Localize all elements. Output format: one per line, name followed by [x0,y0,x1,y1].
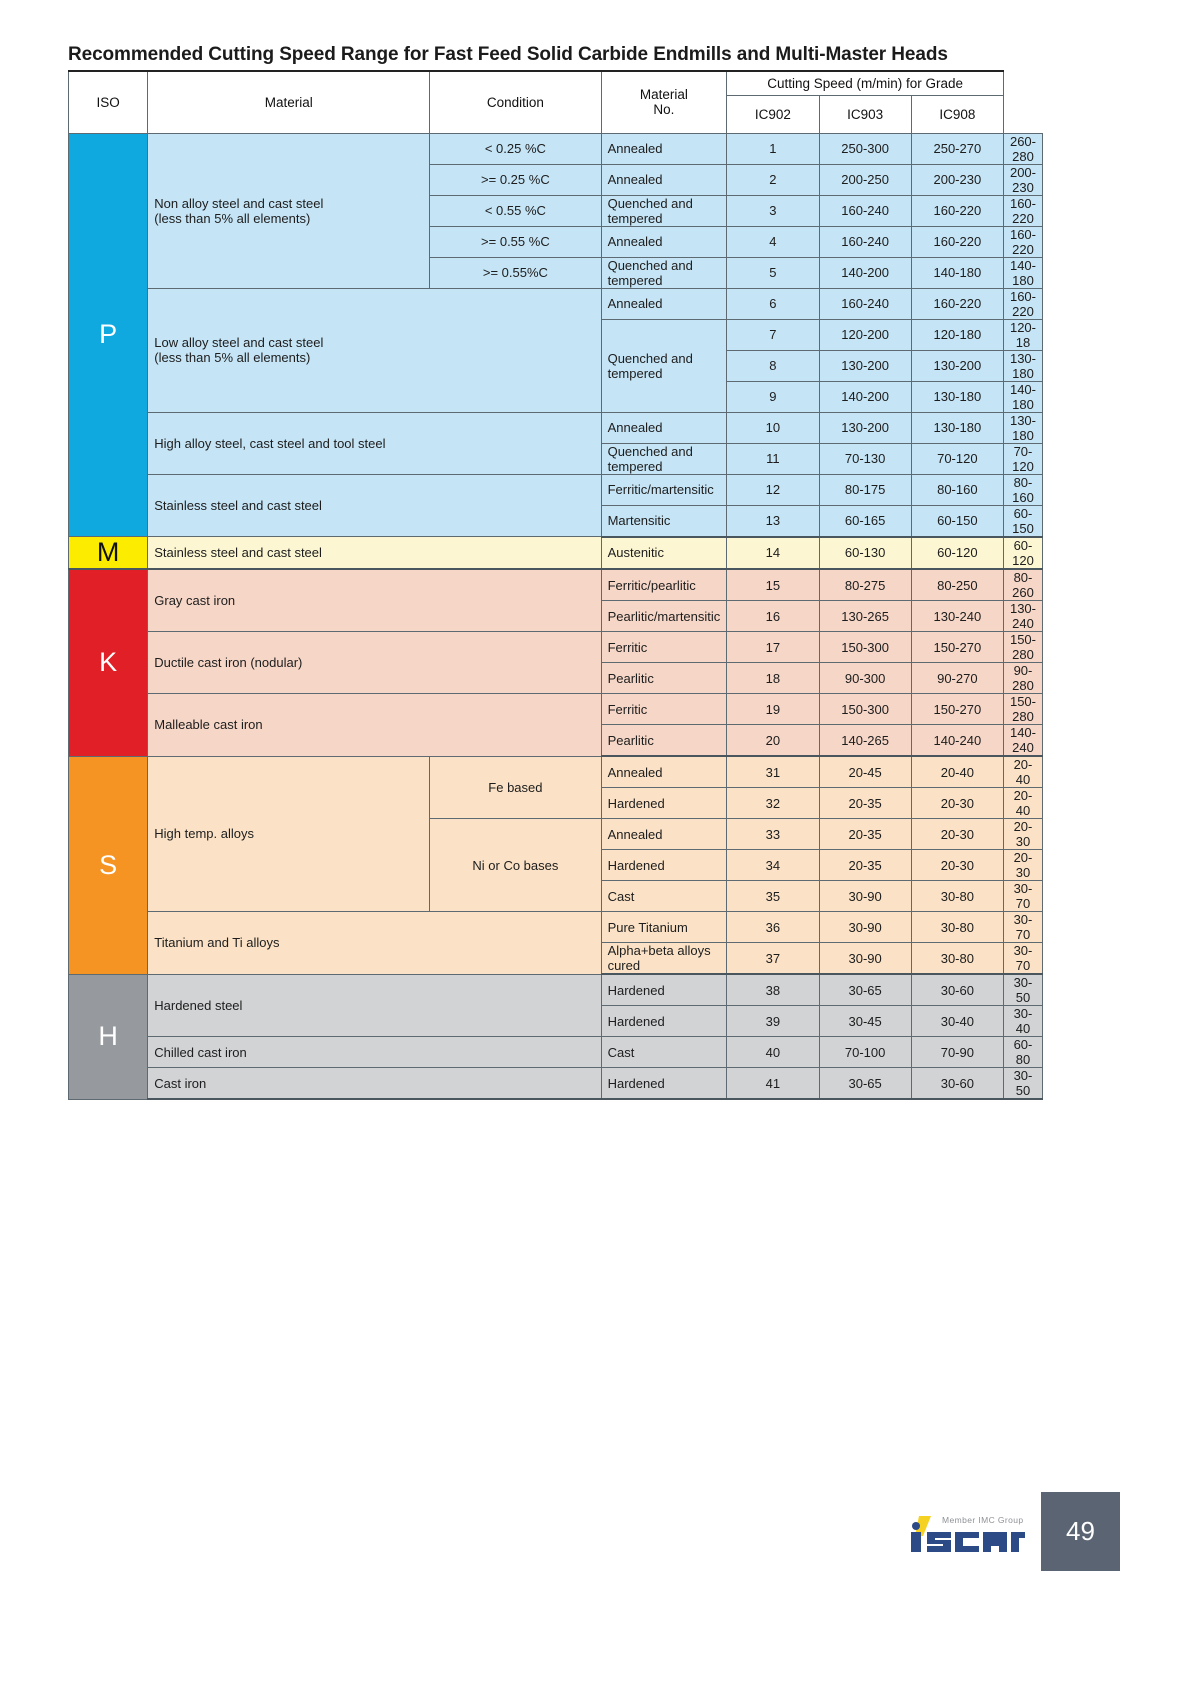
speed-ic903-cell: 130-180 [911,381,1003,412]
condition-cell: Annealed [601,226,727,257]
header-iso: ISO [69,71,148,133]
speed-ic908-cell: 30-40 [1003,1006,1042,1037]
speed-ic908-cell: 20-30 [1003,819,1042,850]
speed-ic903-cell: 80-250 [911,569,1003,601]
iso-group-k: K [69,569,148,756]
speed-ic908-cell: 30-50 [1003,1068,1042,1100]
speed-ic908-cell: 140-180 [1003,257,1042,288]
material-no-cell: 36 [727,912,819,943]
speed-ic903-cell: 20-30 [911,819,1003,850]
table-row [69,537,1043,570]
speed-ic902-cell: 80-175 [819,474,911,505]
speed-ic902-cell: 150-300 [819,694,911,725]
speed-ic903-cell: 130-240 [911,601,1003,632]
iso-group-h: H [69,974,148,1099]
material-subtype-cell: >= 0.55%C [430,257,601,288]
speed-ic902-cell: 90-300 [819,663,911,694]
speed-ic902-cell: 140-200 [819,381,911,412]
speed-ic908-cell: 150-280 [1003,694,1042,725]
condition-cell: Pearlitic [601,663,727,694]
material-no-cell: 20 [727,725,819,757]
speed-ic903-cell: 200-230 [911,164,1003,195]
condition-cell: Annealed [601,412,727,443]
table-row [69,412,1043,443]
condition-cell: Alpha+beta alloys cured [601,943,727,975]
header-grade-ic908: IC908 [911,95,1003,133]
speed-ic908-cell: 160-220 [1003,195,1042,226]
speed-ic908-cell: 60-120 [1003,537,1042,570]
condition-cell: Quenched and tempered [601,195,727,226]
speed-ic908-cell: 150-280 [1003,632,1042,663]
speed-ic903-cell: 70-120 [911,443,1003,474]
speed-ic902-cell: 70-100 [819,1037,911,1068]
material-no-cell: 9 [727,381,819,412]
material-no-cell: 6 [727,288,819,319]
table-header [69,71,1043,133]
speed-ic902-cell: 130-200 [819,350,911,381]
material-cell: Stainless steel and cast steel [148,537,601,570]
condition-cell: Annealed [601,164,727,195]
speed-ic902-cell: 30-90 [819,912,911,943]
speed-ic903-cell: 30-80 [911,943,1003,975]
speed-ic903-cell: 80-160 [911,474,1003,505]
speed-ic902-cell: 30-65 [819,974,911,1006]
table-row [69,288,1043,319]
material-no-cell: 11 [727,443,819,474]
speed-ic903-cell: 20-30 [911,850,1003,881]
speed-ic903-cell: 30-80 [911,881,1003,912]
material-cell: Malleable cast iron [148,694,601,757]
cutting-speed-table [68,70,1043,1100]
speed-ic902-cell: 160-240 [819,288,911,319]
speed-ic902-cell: 140-265 [819,725,911,757]
material-no-cell: 14 [727,537,819,570]
table-row [69,756,1043,788]
material-no-cell: 40 [727,1037,819,1068]
condition-cell: Quenched and tempered [601,257,727,288]
material-subtype-cell: >= 0.25 %C [430,164,601,195]
material-cell: Cast iron [148,1068,601,1100]
speed-ic903-cell: 140-180 [911,257,1003,288]
material-no-cell: 13 [727,505,819,537]
table-row [69,1037,1043,1068]
speed-ic903-cell: 160-220 [911,226,1003,257]
condition-cell: Pure Titanium [601,912,727,943]
speed-ic903-cell: 30-40 [911,1006,1003,1037]
speed-ic902-cell: 30-65 [819,1068,911,1100]
speed-ic908-cell: 60-80 [1003,1037,1042,1068]
material-cell: Ductile cast iron (nodular) [148,632,601,694]
speed-ic903-cell: 30-60 [911,974,1003,1006]
condition-cell: Cast [601,881,727,912]
material-no-cell: 37 [727,943,819,975]
speed-ic903-cell: 60-120 [911,537,1003,570]
material-subtype-cell: Fe based [430,756,601,819]
condition-cell: Cast [601,1037,727,1068]
speed-ic902-cell: 20-45 [819,756,911,788]
material-no-cell: 18 [727,663,819,694]
material-cell: High alloy steel, cast steel and tool steel [148,412,601,474]
material-no-cell: 2 [727,164,819,195]
table-row [69,1068,1043,1100]
speed-ic903-cell: 250-270 [911,133,1003,164]
speed-ic902-cell: 250-300 [819,133,911,164]
condition-cell: Hardened [601,1068,727,1100]
material-subtype-cell: >= 0.55 %C [430,226,601,257]
speed-ic908-cell: 140-180 [1003,381,1042,412]
speed-ic908-cell: 130-180 [1003,350,1042,381]
material-subtype-cell: Ni or Co bases [430,819,601,912]
material-no-cell: 19 [727,694,819,725]
material-no-cell: 10 [727,412,819,443]
material-cell: Hardened steel [148,974,601,1037]
material-no-cell: 15 [727,569,819,601]
speed-ic903-cell: 150-270 [911,694,1003,725]
speed-ic908-cell: 120-18 [1003,319,1042,350]
material-cell: Titanium and Ti alloys [148,912,601,975]
header-material: Material [148,71,430,133]
speed-ic903-cell: 140-240 [911,725,1003,757]
speed-ic903-cell: 130-180 [911,412,1003,443]
condition-cell: Annealed [601,756,727,788]
material-no-cell: 5 [727,257,819,288]
brand-tagline: Member IMC Group [942,1515,1024,1525]
speed-ic903-cell: 120-180 [911,319,1003,350]
material-no-cell: 12 [727,474,819,505]
speed-ic902-cell: 130-265 [819,601,911,632]
speed-ic908-cell: 60-150 [1003,505,1042,537]
iso-group-s: S [69,756,148,974]
speed-ic908-cell: 160-220 [1003,288,1042,319]
speed-ic908-cell: 70-120 [1003,443,1042,474]
speed-ic902-cell: 200-250 [819,164,911,195]
speed-ic908-cell: 30-70 [1003,943,1042,975]
header-material-no [601,71,727,133]
speed-ic902-cell: 60-130 [819,537,911,570]
speed-ic903-cell: 90-270 [911,663,1003,694]
material-subtype-cell: < 0.55 %C [430,195,601,226]
speed-ic902-cell: 30-90 [819,943,911,975]
material-cell: Low alloy steel and cast steel (less than 5% all elements) [148,288,601,412]
speed-ic902-cell: 160-240 [819,195,911,226]
speed-ic902-cell: 70-130 [819,443,911,474]
speed-ic902-cell: 20-35 [819,788,911,819]
speed-ic902-cell: 130-200 [819,412,911,443]
speed-ic902-cell: 30-45 [819,1006,911,1037]
condition-cell: Hardened [601,1006,727,1037]
condition-cell: Ferritic/pearlitic [601,569,727,601]
condition-cell: Martensitic [601,505,727,537]
table-row [69,569,1043,601]
material-no-cell: 8 [727,350,819,381]
table-row [69,912,1043,943]
condition-cell: Ferritic [601,694,727,725]
speed-ic903-cell: 150-270 [911,632,1003,663]
iso-group-m: M [69,537,148,570]
speed-ic902-cell: 80-275 [819,569,911,601]
speed-ic903-cell: 60-150 [911,505,1003,537]
header-material-no-line2: No. [653,102,675,118]
material-no-cell: 39 [727,1006,819,1037]
condition-cell: Annealed [601,133,727,164]
speed-ic908-cell: 30-50 [1003,974,1042,1006]
iso-group-p: P [69,133,148,537]
speed-ic903-cell: 130-200 [911,350,1003,381]
table-row [69,133,1043,164]
condition-cell: Annealed [601,288,727,319]
page-number: 49 [1041,1492,1120,1571]
table-row [69,974,1043,1006]
material-no-cell: 4 [727,226,819,257]
material-cell: Non alloy steel and cast steel (less than 5% all elements) [148,133,430,288]
material-no-cell: 33 [727,819,819,850]
material-cell: Chilled cast iron [148,1037,601,1068]
material-no-cell: 41 [727,1068,819,1100]
condition-cell: Ferritic/martensitic [601,474,727,505]
header-grade-ic902: IC902 [727,95,819,133]
speed-ic903-cell: 20-30 [911,788,1003,819]
material-cell: Gray cast iron [148,569,601,632]
speed-ic903-cell: 30-60 [911,1068,1003,1100]
condition-cell: Quenched and tempered [601,319,727,412]
material-cell: High temp. alloys [148,756,430,912]
material-no-cell: 3 [727,195,819,226]
speed-ic908-cell: 20-40 [1003,788,1042,819]
condition-cell: Pearlitic/martensitic [601,601,727,632]
speed-ic908-cell: 90-280 [1003,663,1042,694]
table-row [69,632,1043,663]
material-no-cell: 32 [727,788,819,819]
speed-ic902-cell: 60-165 [819,505,911,537]
speed-ic908-cell: 130-180 [1003,412,1042,443]
speed-ic908-cell: 30-70 [1003,912,1042,943]
condition-cell: Pearlitic [601,725,727,757]
material-no-cell: 35 [727,881,819,912]
speed-ic908-cell: 20-40 [1003,756,1042,788]
speed-ic903-cell: 20-40 [911,756,1003,788]
material-no-cell: 31 [727,756,819,788]
page-title: Recommended Cutting Speed Range for Fast Feed Solid Carbide Endmills and Multi-Master Heads [68,44,948,65]
speed-ic908-cell: 30-70 [1003,881,1042,912]
speed-ic908-cell: 80-160 [1003,474,1042,505]
material-no-cell: 17 [727,632,819,663]
speed-ic903-cell: 70-90 [911,1037,1003,1068]
speed-ic903-cell: 30-80 [911,912,1003,943]
speed-ic902-cell: 160-240 [819,226,911,257]
condition-cell: Annealed [601,819,727,850]
header-material-no-line1: Material [639,86,688,102]
material-no-cell: 1 [727,133,819,164]
speed-ic908-cell: 260-280 [1003,133,1042,164]
condition-cell: Hardened [601,974,727,1006]
speed-ic908-cell: 200-230 [1003,164,1042,195]
header-grade-group: Cutting Speed (m/min) for Grade [727,71,1004,95]
material-subtype-cell: < 0.25 %C [430,133,601,164]
material-no-cell: 7 [727,319,819,350]
header-grade-ic903: IC903 [819,95,911,133]
speed-ic908-cell: 160-220 [1003,226,1042,257]
condition-cell: Austenitic [601,537,727,570]
speed-ic908-cell: 80-260 [1003,569,1042,601]
speed-ic902-cell: 20-35 [819,850,911,881]
material-cell: Stainless steel and cast steel [148,474,601,537]
condition-cell: Quenched and tempered [601,443,727,474]
speed-ic902-cell: 140-200 [819,257,911,288]
material-no-cell: 34 [727,850,819,881]
condition-cell: Hardened [601,850,727,881]
speed-ic902-cell: 120-200 [819,319,911,350]
material-no-cell: 16 [727,601,819,632]
speed-ic908-cell: 20-30 [1003,850,1042,881]
speed-ic908-cell: 140-240 [1003,725,1042,757]
speed-ic903-cell: 160-220 [911,195,1003,226]
speed-ic902-cell: 20-35 [819,819,911,850]
table-body [69,133,1043,1099]
header-condition: Condition [430,71,601,133]
speed-ic902-cell: 30-90 [819,881,911,912]
material-no-cell: 38 [727,974,819,1006]
table-row [69,474,1043,505]
condition-cell: Ferritic [601,632,727,663]
speed-ic902-cell: 150-300 [819,632,911,663]
condition-cell: Hardened [601,788,727,819]
speed-ic903-cell: 160-220 [911,288,1003,319]
speed-ic908-cell: 130-240 [1003,601,1042,632]
table-row [69,694,1043,725]
